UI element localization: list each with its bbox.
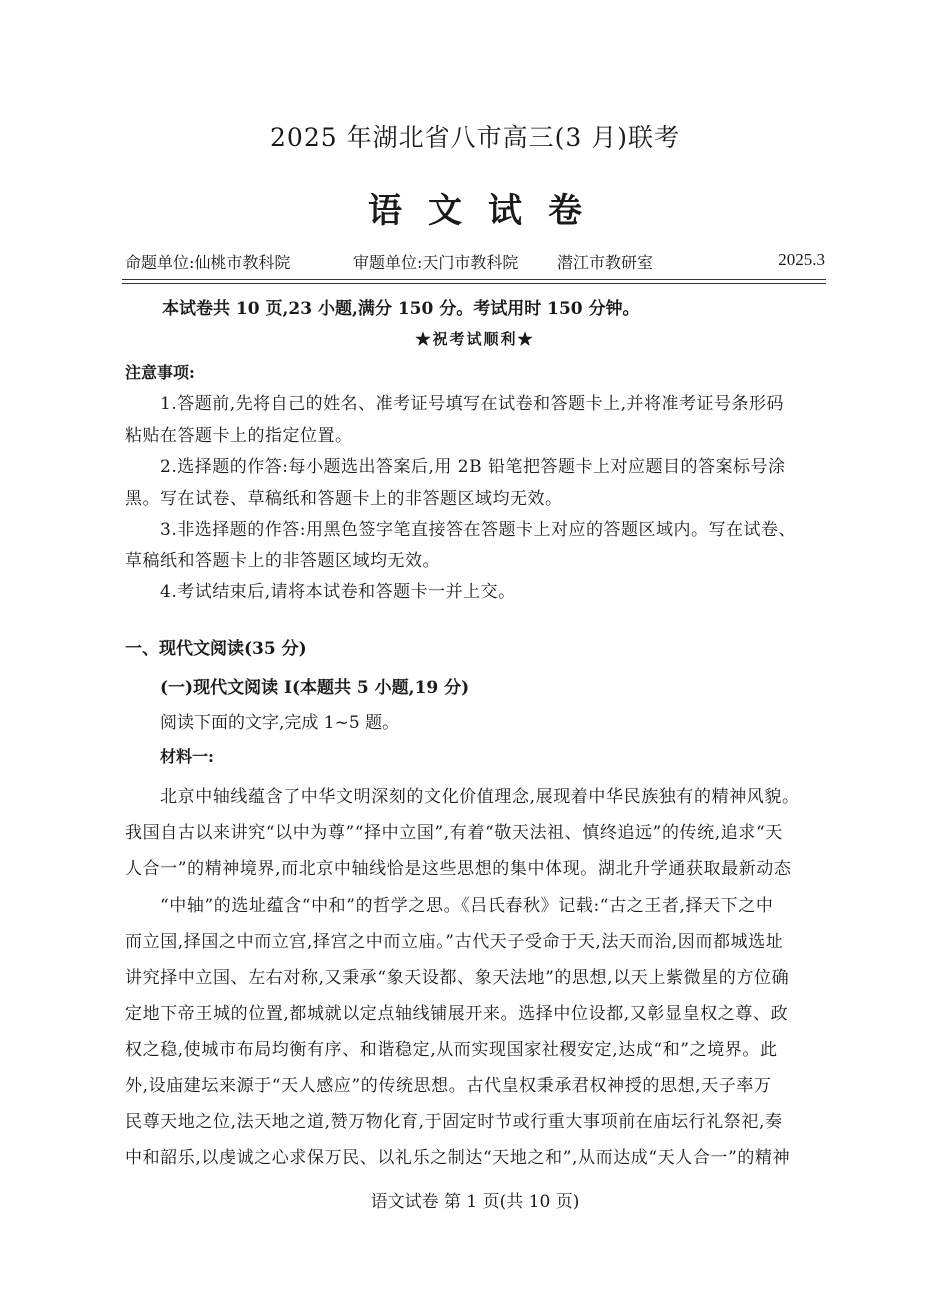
page-footer: 语文试卷 第 1 页(共 10 页) xyxy=(370,1192,580,1212)
exam-title: 2025 年湖北省八市高三(3 月)联考 xyxy=(270,123,680,152)
meta-row xyxy=(125,250,825,276)
body-line: 中和韶乐,以虔诚之心求保万民、以礼乐之制达“天地之和”,从而达成“天人合一”的精神 xyxy=(125,1148,791,1168)
body-line: “中轴”的选址蕴含“中和”的哲学之思。《吕氏春秋》记载:“古之王者,择天下之中 xyxy=(160,896,774,916)
body-line: 我国自古以来讲究“以中为尊”“择中立国”,有着“敬天法祖、慎终追远”的传统,追求“天 xyxy=(125,823,783,843)
exam-info: 本试卷共 10 页,23 小题,满分 150 分。考试用时 150 分钟。 xyxy=(162,299,640,319)
review-unit-1: 审题单位:天门市教科院 xyxy=(353,253,519,272)
notice-line: 1.答题前,先将自己的姓名、准考证号填写在试卷和答题卡上,并将准考证号条形码 xyxy=(160,394,785,414)
header-divider-bottom xyxy=(122,283,826,284)
blessing: ★祝考试顺利★ xyxy=(415,330,535,348)
notice-heading: 注意事项: xyxy=(125,363,195,382)
subject-title: 语文试卷 xyxy=(368,191,608,231)
body-line: 定地下帝王城的位置,都城就以定点轴线铺展开来。选择中位设都,又彰显皇权之尊、政 xyxy=(125,1004,789,1024)
notice-line: 粘贴在答题卡上的指定位置。 xyxy=(125,426,353,446)
notice-line: 草稿纸和答题卡上的非答题区域均无效。 xyxy=(125,551,440,571)
sub-heading: (一)现代文阅读 I(本题共 5 小题,19 分) xyxy=(160,678,470,698)
reading-instruction: 阅读下面的文字,完成 1~5 题。 xyxy=(160,713,400,733)
notice-line: 4.考试结束后,请将本试卷和答题卡一并上交。 xyxy=(160,582,516,602)
body-line: 民尊天地之位,法天地之道,赞万物化育,于固定时节或行重大事项前在庙坛行礼祭祀,奏 xyxy=(125,1112,783,1132)
notice-line: 3.非选择题的作答:用黑色签字笔直接答在答题卡上对应的答题区域内。写在试卷、 xyxy=(160,520,796,540)
body-line: 人合一”的精神境界,而北京中轴线恰是这些思想的集中体现。湖北升学通获取最新动态 xyxy=(125,859,792,879)
body-line: 权之稳,使城市布局均衡有序、和谐稳定,从而实现国家社稷安定,达成“和”之境界。此 xyxy=(125,1040,778,1060)
header-divider-top xyxy=(122,279,826,280)
body-line: 而立国,择国之中而立宫,择宫之中而立庙。”古代天子受命于天,法天而治,因而都城选址 xyxy=(125,932,784,952)
notice-line: 黑。写在试卷、草稿纸和答题卡上的非答题区域均无效。 xyxy=(125,489,563,509)
exam-date: 2025.3 xyxy=(778,250,825,269)
notice-line: 2.选择题的作答:每小题选出答案后,用 2B 铅笔把答题卡上对应题目的答案标号涂 xyxy=(160,457,786,477)
body-line: 北京中轴线蕴含了中华文明深刻的文化价值理念,展现着中华民族独有的精神风貌。 xyxy=(160,787,800,807)
body-line: 外,设庙建坛来源于“天人感应”的传统思想。古代皇权秉承君权神授的思想,天子率万 xyxy=(125,1076,772,1096)
author-unit: 命题单位:仙桃市教科院 xyxy=(125,253,291,272)
review-unit-2: 潜江市教研室 xyxy=(557,253,654,272)
material-label: 材料一: xyxy=(160,747,214,766)
section-heading: 一、现代文阅读(35 分) xyxy=(125,639,307,659)
body-line: 讲究择中立国、左右对称,又秉承“象天设都、象天法地”的思想,以天上紫微星的方位确 xyxy=(125,968,790,988)
